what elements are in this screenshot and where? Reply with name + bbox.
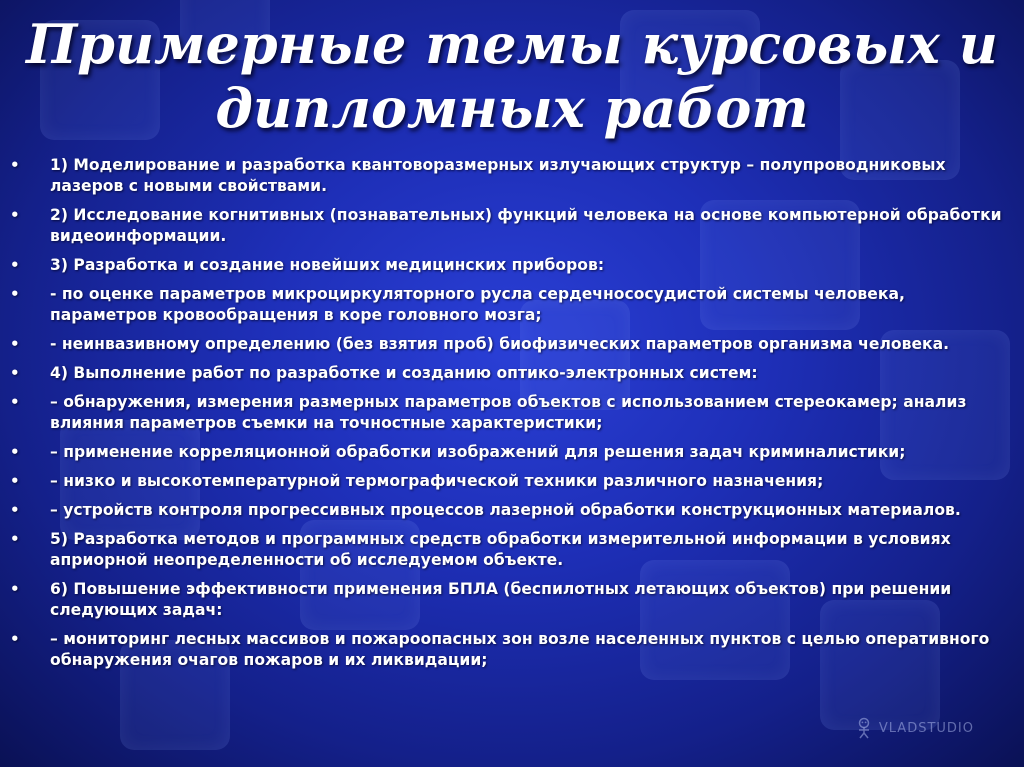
list-item: [0, 529, 1024, 571]
slide-title-line-2: дипломных работ: [215, 76, 809, 140]
list-item-text: – обнаружения, измерения размерных параметров объектов с использованием стереокамер; анализ влияния параметров съемки на точностные характеристики;: [50, 393, 967, 432]
list-item-text: – применение корреляционной обработки изображений для решения задач криминалистики;: [50, 443, 906, 461]
bullet-icon: •: [10, 501, 20, 519]
list-item-text: - по оценке параметров микроциркуляторного русла сердечнососудистой системы человека, параметров кровообращения в коре головного мозга;: [50, 285, 905, 324]
bullet-icon: •: [10, 256, 20, 274]
list-item: [0, 392, 1024, 434]
list-item-text: 5) Разработка методов и программных средств обработки измерительной информации в условиях априорной неопределенности об исследуемом объекте.: [50, 530, 951, 569]
bullet-icon: •: [10, 335, 20, 353]
bullet-icon: •: [10, 630, 20, 648]
topics-list: [0, 155, 1024, 679]
list-item: [0, 363, 1024, 384]
vladstudio-logo-icon: [855, 717, 873, 739]
list-item-text: 2) Исследование когнитивных (познавательных) функций человека на основе компьютерной обработки видеоинформации.: [50, 206, 1002, 245]
bullet-icon: •: [10, 156, 20, 174]
bullet-icon: •: [10, 206, 20, 224]
list-item-text: 4) Выполнение работ по разработке и созданию оптико-электронных систем:: [50, 364, 758, 382]
list-item: [0, 334, 1024, 355]
slide-title-line-1: Примерные темы курсовых и: [26, 12, 998, 76]
list-item: [0, 500, 1024, 521]
list-item: [0, 155, 1024, 197]
bullet-icon: •: [10, 393, 20, 411]
list-item-text: - неинвазивному определению (без взятия проб) биофизических параметров организма человека.: [50, 335, 950, 353]
list-item: [0, 284, 1024, 326]
bullet-icon: •: [10, 472, 20, 490]
list-item: [0, 205, 1024, 247]
list-item-text: 1) Моделирование и разработка квантоворазмерных излучающих структур – полупроводниковых лазеров с новыми свойствами.: [50, 156, 946, 195]
bullet-icon: •: [10, 443, 20, 461]
slide-title: [0, 12, 1024, 140]
bullet-icon: •: [10, 285, 20, 303]
bullet-icon: •: [10, 364, 20, 382]
list-item-text: 3) Разработка и создание новейших медицинских приборов:: [50, 256, 605, 274]
list-item-text: – устройств контроля прогрессивных процессов лазерной обработки конструкционных материалов.: [50, 501, 961, 519]
bullet-icon: •: [10, 530, 20, 548]
list-item: [0, 471, 1024, 492]
list-item-text: 6) Повышение эффективности применения БПЛА (беспилотных летающих объектов) при решении следующих задач:: [50, 580, 952, 619]
watermark-text: VLADSTUDIO: [878, 720, 974, 736]
watermark: [855, 717, 974, 739]
list-item-text: – низко и высокотемпературной термографической техники различного назначения;: [50, 472, 824, 490]
list-item-text: – мониторинг лесных массивов и пожароопасных зон возле населенных пунктов с целью оперативного обнаружения очагов пожаров и их ликвидации;: [50, 630, 990, 669]
list-item: [0, 442, 1024, 463]
list-item: [0, 255, 1024, 276]
list-item: [0, 579, 1024, 621]
bullet-icon: •: [10, 580, 20, 598]
list-item: [0, 629, 1024, 671]
